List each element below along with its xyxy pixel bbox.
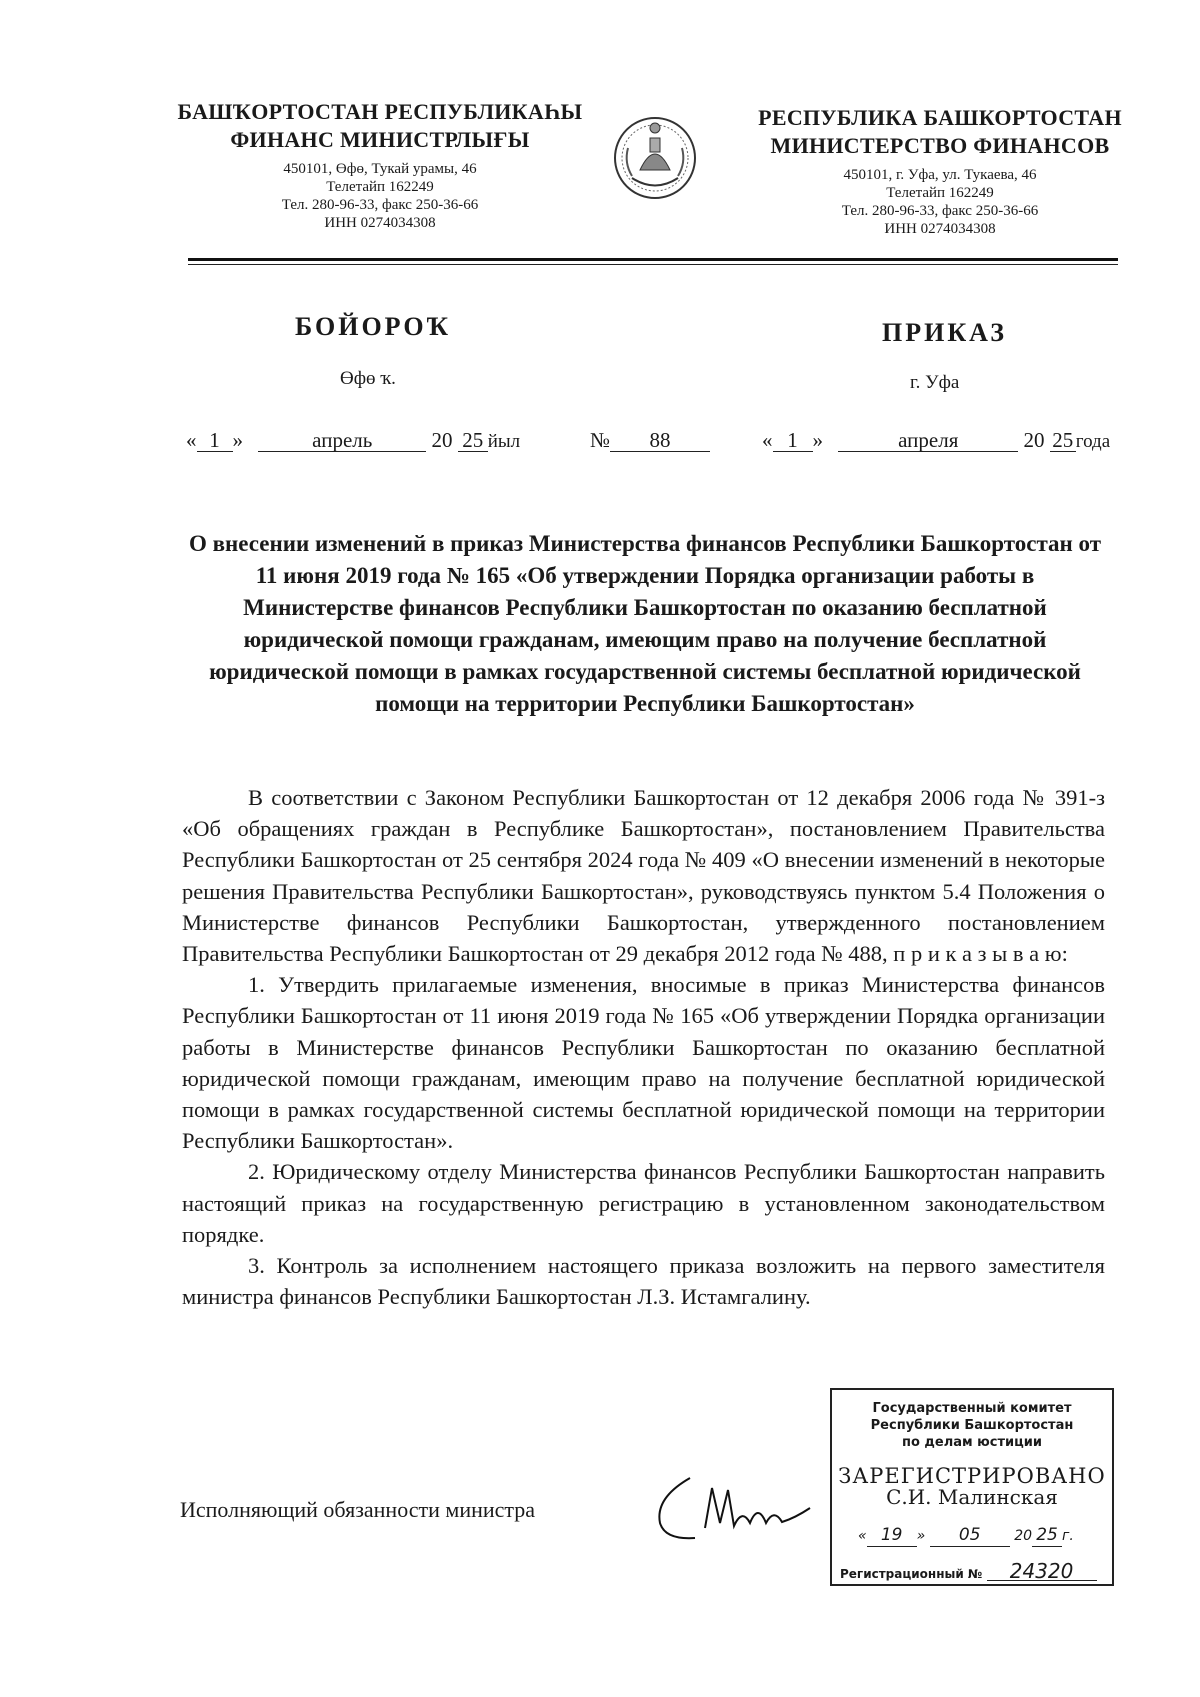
- order-subject: О внесении изменений в приказ Министерства финансов Республики Башкортостан от 11 июня 2019 года № 165 «Об утверждении Порядка организации работы в Министерстве финансов Республики Башкортостан по оказанию бесплатной юридической помощи гражданам, имеющим право на получение бесплатной юридической помощи в рамках государственной системы бесплатной юридической помощи на территории Республики Башкортостан»: [188, 531, 1102, 716]
- header-left-address: 450101, Өфө, Тукай урамы, 46: [283, 161, 477, 177]
- body-item-1: 1. Утвердить прилагаемые изменения, вносимые в приказ Министерства финансов Республики Башкортостан от 11 июня 2019 года № 165 «Об утверждении Порядка организации работы в Министерстве финансов Республики Башкортостан по оказанию бесплатной юридической помощи гражданам, имеющим право на получение бесплатной юридической помощи в рамках государственной системы бесплатной юридической помощи на территории Республики Башкортостан».: [182, 972, 1105, 1154]
- date-ru-year: 25: [1050, 429, 1076, 452]
- stamp-year-prefix: 20: [1014, 1528, 1033, 1544]
- date-ba-year-prefix: 20: [431, 428, 453, 452]
- stamp-org-line-2: Республики Башкортостан: [870, 1418, 1074, 1433]
- order-body: [182, 782, 1105, 1312]
- stamp-year-suffix: г.: [1062, 1528, 1074, 1544]
- date-ru-suffix: года: [1075, 431, 1111, 452]
- date-ru-open: «: [762, 428, 773, 452]
- order-number: 88: [610, 429, 710, 452]
- header-right-title-2: МИНИСТЕРСТВО ФИНАНСОВ: [770, 133, 1110, 158]
- stamp-day: 19: [867, 1524, 917, 1547]
- header-right-inn: ИНН 0274034308: [884, 221, 996, 237]
- header-divider-thick: [188, 258, 1118, 261]
- header-left-phone: Тел. 280-96-33, факс 250-36-66: [281, 197, 479, 213]
- doc-type-ru: ПРИКАЗ: [882, 318, 1008, 347]
- coat-of-arms-icon: [610, 108, 700, 208]
- stamp-date-open: «: [858, 1528, 867, 1544]
- stamp-date: [858, 1524, 1074, 1547]
- header-left-title-1: БАШҠОРТОСТАН РЕСПУБЛИКАҺЫ: [177, 99, 583, 124]
- stamp-org-line-1: Государственный комитет: [872, 1401, 1072, 1416]
- registration-stamp: [830, 1388, 1114, 1586]
- order-number-line: [590, 428, 710, 453]
- date-ru-close: »: [812, 428, 823, 452]
- stamp-reg-label: Регистрационный №: [840, 1567, 983, 1581]
- date-ba-open: «: [186, 428, 197, 452]
- city-ba: Өфө ҡ.: [340, 368, 396, 389]
- city-ru: г. Уфа: [910, 372, 960, 393]
- stamp-month: 05: [930, 1524, 1010, 1547]
- stamp-reg-number: 24320: [987, 1562, 1097, 1581]
- date-ba-day: 1: [197, 429, 233, 452]
- date-line-ru: [762, 428, 1110, 453]
- header-right-contacts: [750, 166, 1130, 238]
- stamp-org: [832, 1400, 1112, 1451]
- date-ru-month: апреля: [838, 429, 1018, 452]
- header-right-teletype: Телетайп 162249: [886, 185, 994, 201]
- header-right-address: 450101, г. Уфа, ул. Тукаева, 46: [843, 167, 1037, 183]
- handwritten-signature-icon: [650, 1468, 820, 1548]
- stamp-org-line-3: по делам юстиции: [901, 1435, 1043, 1450]
- stamp-date-close: »: [916, 1528, 926, 1544]
- doc-type-ba: БОЙОРОҠ: [295, 312, 452, 341]
- header-divider-thin: [188, 264, 1118, 265]
- body-item-3: 3. Контроль за исполнением настоящего приказа возложить на первого заместителя министра финансов Республики Башкортостан Л.З. Истамгалину.: [182, 1253, 1105, 1310]
- header-left: [170, 98, 590, 232]
- header-left-inn: ИНН 0274034308: [324, 215, 436, 231]
- date-ba-month: апрель: [258, 429, 426, 452]
- date-line-ba: [186, 428, 520, 453]
- date-ba-close: »: [232, 428, 243, 452]
- signatory-title: Исполняющий обязанности министра: [180, 1497, 536, 1522]
- header-right-phone: Тел. 280-96-33, факс 250-36-66: [841, 203, 1039, 219]
- header-right: [750, 104, 1130, 238]
- header-left-contacts: [170, 160, 590, 232]
- header-left-teletype: Телетайп 162249: [326, 179, 434, 195]
- body-item-2: 2. Юридическому отделу Министерства финансов Республики Башкортостан направить настоящий приказ на государственную регистрацию в установленном законодательством порядке.: [182, 1159, 1105, 1247]
- order-number-label: №: [590, 428, 611, 452]
- date-ba-year: 25: [458, 429, 488, 452]
- stamp-year: 25: [1032, 1524, 1062, 1547]
- date-ru-year-prefix: 20: [1023, 428, 1045, 452]
- date-ba-suffix: йыл: [487, 431, 521, 452]
- stamp-registered: ЗАРЕГИСТРИРОВАНО: [838, 1464, 1106, 1488]
- date-ru-day: 1: [773, 429, 813, 452]
- header-right-title-1: РЕСПУБЛИКА БАШКОРТОСТАН: [758, 105, 1122, 130]
- header-left-title-2: ФИНАНС МИНИСТРЛЫҒЫ: [230, 127, 530, 152]
- body-preamble: В соответствии с Законом Республики Башкортостан от 12 декабря 2006 года № 391-з «Об обращениях граждан в Республике Башкортостан», постановлением Правительства Республики Башкортостан от 25 сентября 2024 года № 409 «О внесении изменений в некоторые решения Правительства Республики Башкортостан», руководствуясь пунктом 5.4 Положения о Министерстве финансов Республики Башкортостан, утвержденного постановлением Правительства Республики Башкортостан от 29 декабря 2012 года № 488, п р и к а з ы в а ю:: [182, 785, 1105, 967]
- stamp-registrar-name: С.И. Малинская: [886, 1485, 1058, 1509]
- stamp-reg-number-line: [840, 1559, 1097, 1583]
